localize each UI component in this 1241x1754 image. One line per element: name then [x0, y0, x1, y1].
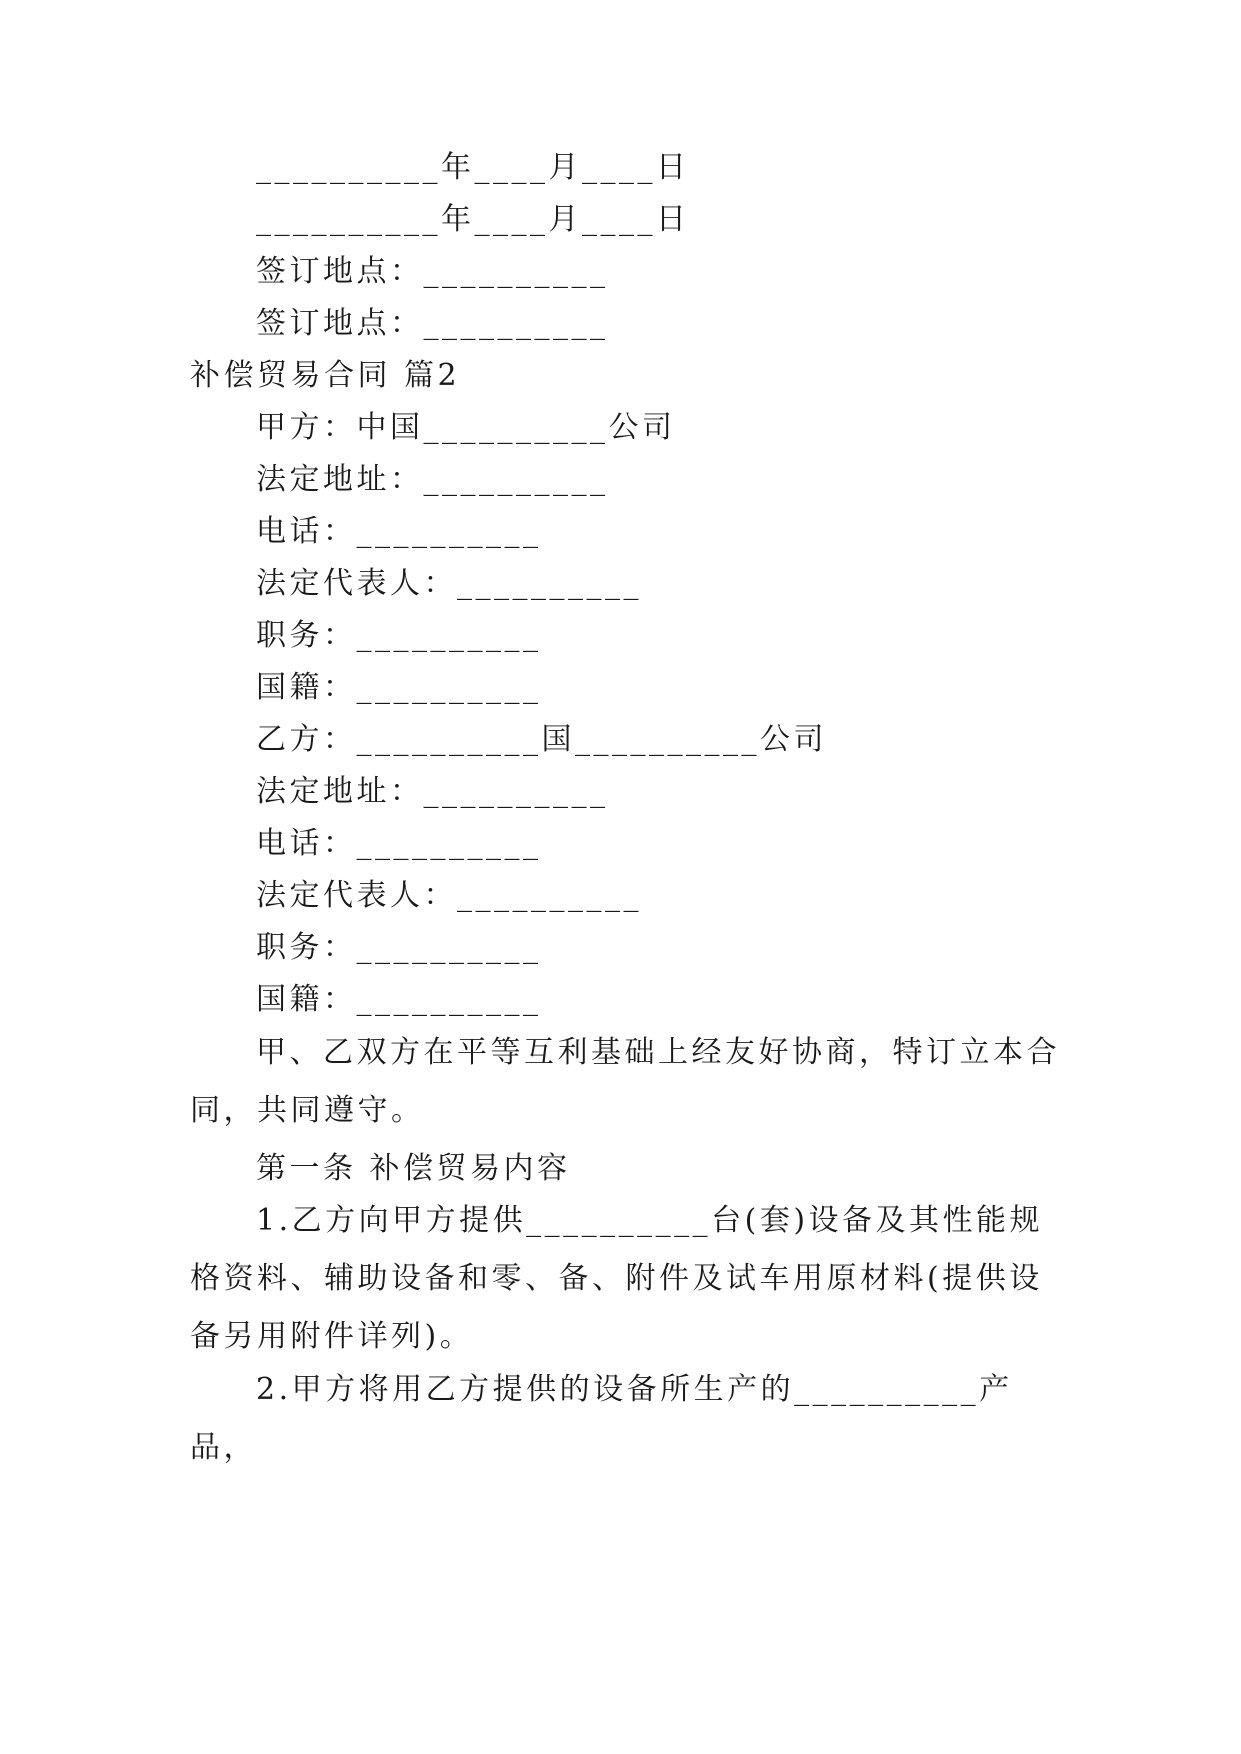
- party-b-position: 职务：__________: [256, 930, 542, 965]
- party-b-name: 乙方：__________国__________公司: [256, 722, 827, 757]
- party-b-phone: 电话：__________: [256, 826, 542, 861]
- party-a-nationality: 国籍：__________: [256, 670, 542, 705]
- signing-place-line-2: 签订地点：__________: [256, 306, 609, 341]
- party-a-position: 职务：__________: [256, 618, 542, 653]
- article-1-heading: 第一条 补偿贸易内容: [256, 1151, 571, 1186]
- date-line-2: __________年____月____日: [256, 202, 690, 237]
- clause-1-paragraph: 1.乙方向甲方提供__________台(套)设备及其性能规格资料、辅助设备和零、备、附件及试车用原材料(提供设备另用附件详列)。: [190, 1203, 1044, 1354]
- clause-2-paragraph: 2.甲方将用乙方提供的设备所生产的__________产品，: [190, 1372, 1013, 1465]
- party-b-legal-rep: 法定代表人：__________: [256, 878, 642, 913]
- party-a-legal-rep: 法定代表人：__________: [256, 566, 642, 601]
- party-a-phone: 电话：__________: [256, 514, 542, 549]
- date-line-1: __________年____月____日: [256, 150, 690, 185]
- party-a-name: 甲方：中国__________公司: [256, 410, 676, 445]
- preamble-paragraph: 甲、乙双方在平等互利基础上经友好协商，特订立本合同，共同遵守。: [190, 1035, 1060, 1128]
- party-a-address: 法定地址：__________: [256, 462, 609, 497]
- signing-place-line-1: 签订地点：__________: [256, 254, 609, 289]
- party-b-nationality: 国籍：__________: [256, 982, 542, 1017]
- section-title: 补偿贸易合同 篇2: [190, 358, 461, 393]
- party-b-address: 法定地址：__________: [256, 774, 609, 809]
